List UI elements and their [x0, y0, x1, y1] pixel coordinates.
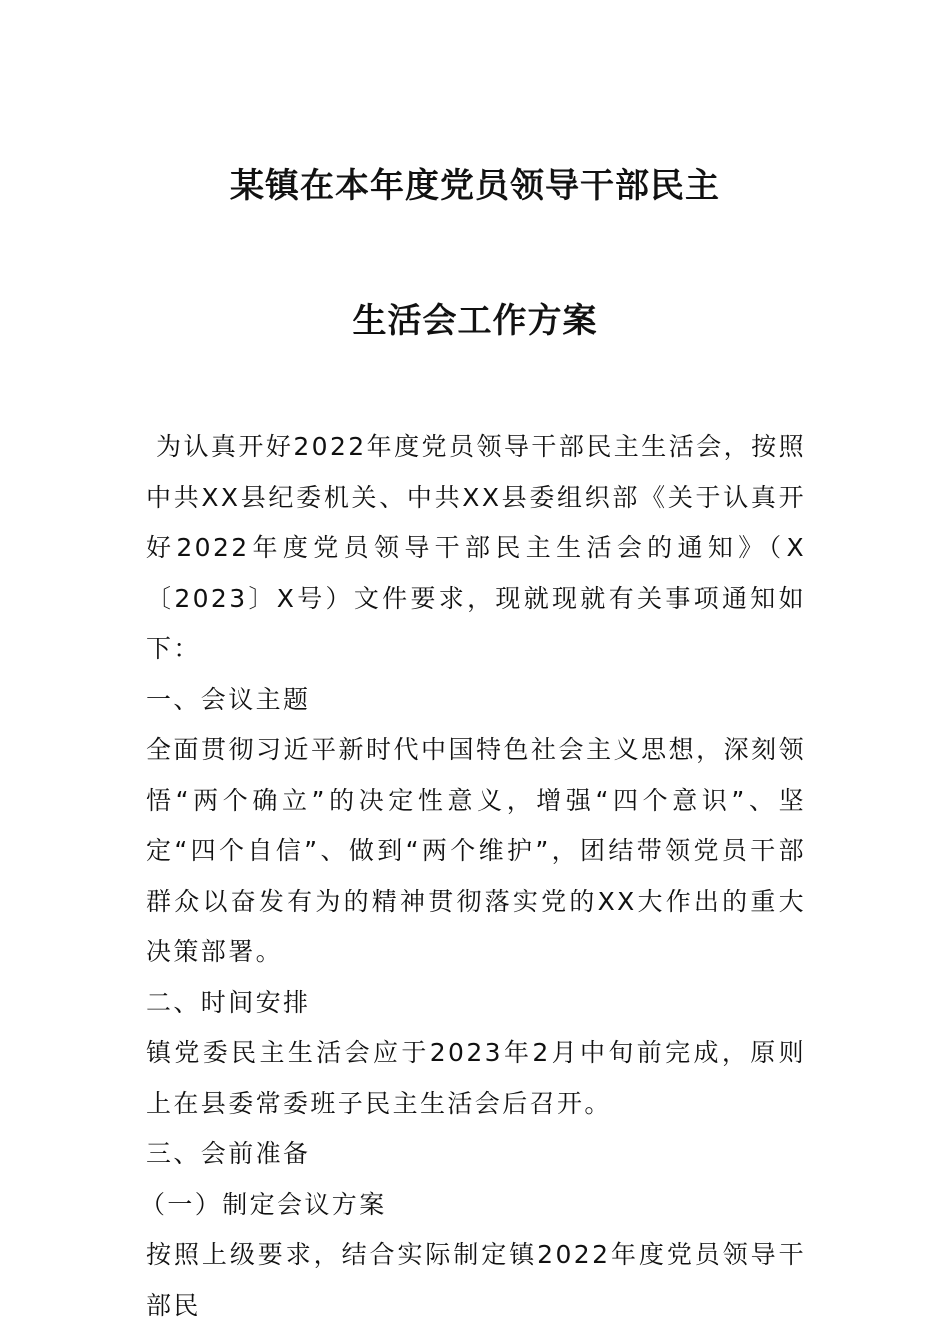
- section-2-heading: 二、时间安排: [146, 987, 311, 1017]
- section-3-heading: 三、会前准备: [146, 1139, 311, 1168]
- section-1-paragraph: 全面贯彻习近平新时代中国特色社会主义思想，深刻领悟“两个确立”的决定性意义，增强“四个意识”、坚定“四个自信”、做到“两个维护”，团结带领党员干部群众以奋发有为的精神贯彻落实党的XX大作出的重大决策部署。: [146, 735, 806, 966]
- document-title-line-2: 生活会工作方案: [352, 301, 598, 341]
- section-3-subheading-1: （一）制定会议方案: [140, 1189, 387, 1219]
- section-1-heading: 一、会议主题: [146, 684, 311, 714]
- section-3-sub-1-paragraph: 按照上级要求，结合实际制定镇2022年度党员领导干部民: [146, 1240, 806, 1320]
- intro-paragraph: 为认真开好2022年度党员领导干部民主生活会，按照中共XX县纪委机关、中共XX县委组织部《关于认真开好2022年度党员领导干部民主生活会的通知》（X〔2023〕X号）文件要求，现就现就有关事项通知如下：: [146, 432, 806, 663]
- document-title-line-1: 某镇在本年度党员领导干部民主: [230, 166, 720, 206]
- document-body: [140, 422, 806, 1331]
- section-2-paragraph: 镇党委民主生活会应于2023年2月中旬前完成，原则上在县委常委班子民主生活会后召开。: [146, 1038, 806, 1118]
